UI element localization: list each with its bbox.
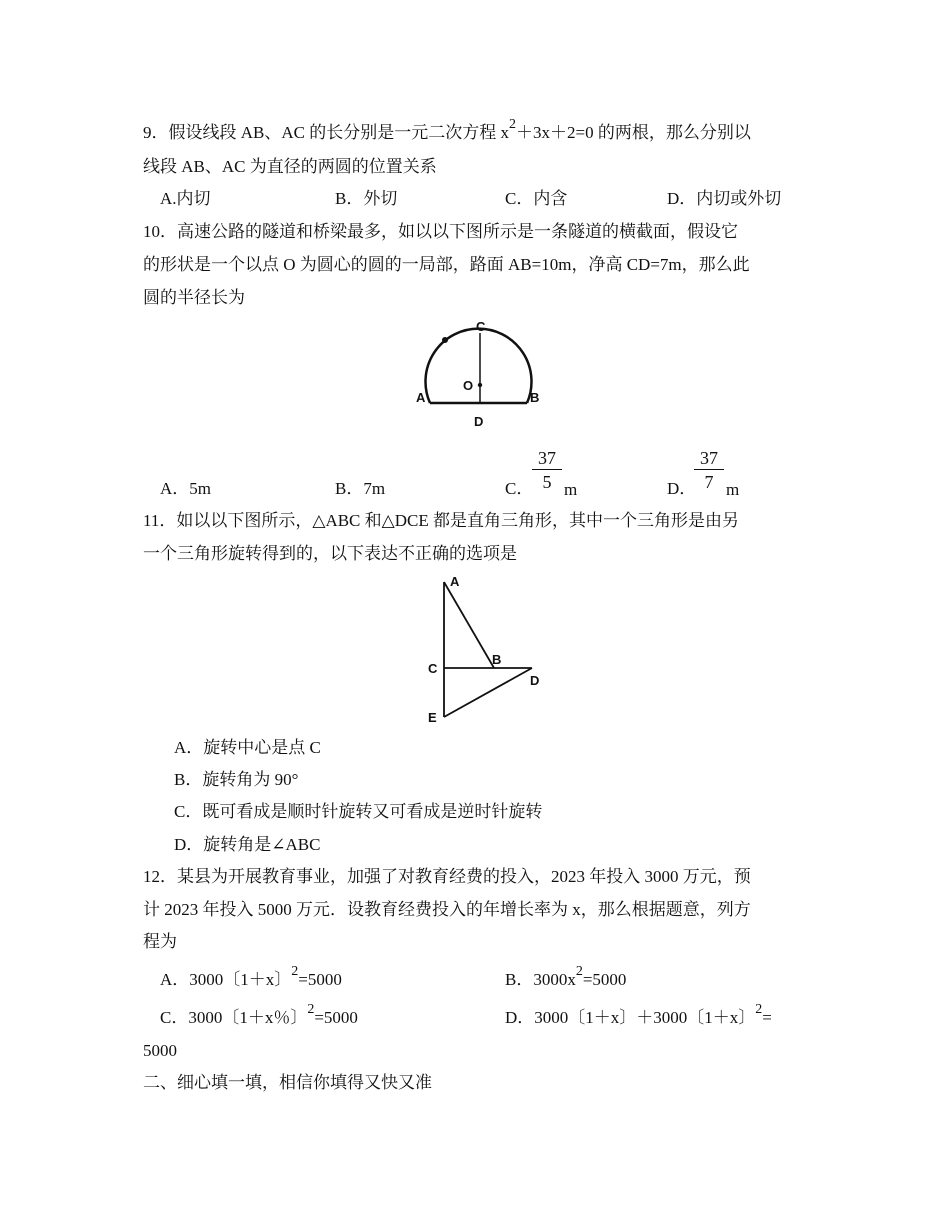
q9-option-a: A.内切	[160, 189, 211, 208]
q11-option-b: B．旋转角为 90°	[174, 770, 299, 789]
q12-option-d: D．3000〔1＋x〕＋3000〔1＋x〕$^2$=	[505, 1002, 772, 1027]
q10-line3: 圆的半径长为	[143, 288, 245, 307]
q12-line1: 12．某县为开展教育事业，加强了对教育经费的投入，2023 年投入 3000 万元，预	[143, 867, 751, 886]
q10-option-c-prefix: C．	[505, 479, 534, 498]
section-2-heading: 二、细心填一填，相信你填得又快又准	[143, 1073, 432, 1092]
figure-dot	[442, 337, 448, 343]
q12-option-c: C．3000〔1＋x％〕$^2$=5000	[160, 1002, 358, 1027]
label-a: A	[450, 574, 460, 589]
q11-option-d: D．旋转角是∠ABC	[174, 835, 321, 854]
tunnel-figure	[408, 318, 554, 436]
q12-line3: 程为	[143, 932, 177, 951]
q10-option-d-denominator: 7	[704, 472, 714, 492]
line-ed	[444, 668, 532, 717]
q11-option-a: A．旋转中心是点 C	[174, 738, 321, 757]
q9-option-b: B．外切	[335, 189, 398, 208]
q10-option-d-prefix: D．	[667, 479, 697, 498]
q10-option-b: B．7m	[335, 479, 386, 498]
q10-option-c-fraction	[532, 449, 562, 491]
label-b: B	[530, 390, 540, 405]
line-ab	[444, 582, 494, 668]
q11-line2: 一个三角形旋转得到的，以下表达不正确的选项是	[143, 544, 517, 563]
label-d: D	[530, 673, 540, 688]
q10-line2: 的形状是一个以点 O 为圆心的圆的一局部，路面 AB=10m，净高 CD=7m，那么此	[143, 255, 750, 274]
q10-option-c-numerator: 37	[532, 449, 562, 470]
label-d: D	[474, 414, 484, 429]
label-a: A	[416, 390, 426, 405]
q10-option-d-fraction	[694, 449, 724, 491]
q10-option-c-denominator: 5	[542, 472, 552, 492]
label-c: C	[476, 319, 486, 334]
label-e: E	[428, 710, 437, 725]
q10-line1: 10．高速公路的隧道和桥梁最多，如以以下图所示是一条隧道的横截面，假设它	[143, 222, 738, 241]
q11-line1: 11．如以以下图所示，△ABC 和△DCE 都是直角三角形，其中一个三角形是由另	[143, 511, 739, 530]
q12-line2: 计 2023 年投入 5000 万元．设教育经费投入的年增长率为 x，那么根据题意，列方	[143, 900, 751, 919]
q9-line1: 9．假设线段 AB、AC 的长分别是一元二次方程 $x^2+3x+2=0$ 的两根，那么分别以	[143, 117, 751, 142]
q9-option-c: C．内含	[505, 189, 568, 208]
q10-option-c-unit: m	[564, 480, 578, 499]
q12-option-b: B．$3000x^2=5000$	[505, 964, 627, 989]
q9-line2: 线段 AB、AC 为直径的两圆的位置关系	[143, 157, 437, 176]
q10-option-a: A．5m	[160, 479, 211, 498]
q10-option-d-unit: m	[726, 480, 740, 499]
center-point-o	[478, 383, 482, 387]
label-b: B	[492, 652, 502, 667]
q10-option-d-numerator: 37	[694, 449, 724, 470]
q12-option-a: A．3000〔1＋x〕$^2$=5000	[160, 964, 342, 989]
q9-option-d: D．内切或外切	[667, 189, 782, 208]
label-c: C	[428, 661, 438, 676]
q11-option-c: C．既可看成是顺时针旋转又可看成是逆时针旋转	[174, 802, 543, 821]
label-o: O	[463, 378, 474, 393]
q12-option-d-continued: 5000	[143, 1041, 177, 1060]
triangles-figure	[420, 572, 550, 727]
tunnel-arc	[426, 329, 532, 403]
